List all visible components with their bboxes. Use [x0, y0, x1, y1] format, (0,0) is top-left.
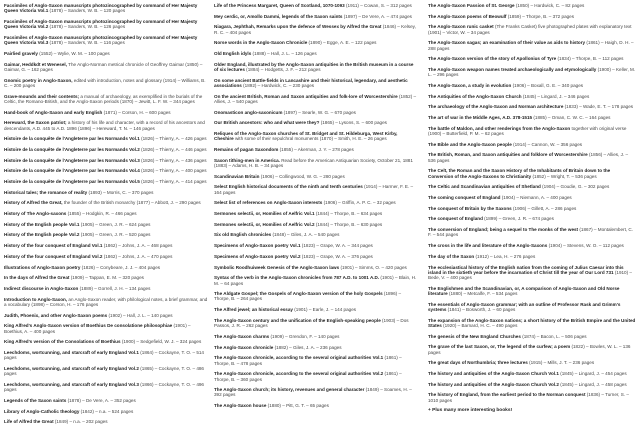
book-entry [4, 62, 209, 73]
book-details: (1904) – Goudie, G. – 302 pages [540, 184, 610, 190]
book-details: (1892) – Hardwick, C. – 230 pages [241, 83, 315, 89]
book-title: History of Alfred the Great, [4, 200, 63, 206]
book-entry [214, 403, 418, 408]
book-details: (1901) – Earle, J. – 144 pages [292, 307, 357, 313]
book-title: Pairlied gravely [4, 50, 38, 56]
book-title: The great days of Northumbria; three lectures [428, 360, 528, 366]
book-details: (1920) – Barnard, H. C. – 490 pages [441, 323, 518, 329]
book-entry [214, 51, 418, 56]
book-entry [214, 345, 418, 350]
book-title: The Aldgate Gospel; the Gospels of Anglo-Saxon version of the holy Gospels [214, 291, 383, 297]
book-entry [4, 19, 209, 30]
book-entry [214, 291, 418, 302]
book-entry [428, 206, 636, 211]
book-entry [428, 56, 636, 61]
book-title: Saxon tithing-men in America. [214, 157, 280, 163]
more-books-note: + Plus many more interesting books! [428, 408, 513, 414]
book-columns [4, 3, 636, 430]
book-entry [214, 254, 418, 259]
book-entry [4, 297, 209, 308]
book-entry [4, 382, 209, 393]
book-details: (1850) – Hardwick, C. – 82 pages [514, 3, 585, 8]
book-title: Leechdoms, wortcunning, and starcraft of early England Vol.2 [4, 365, 139, 371]
book-details: (1552) – Wylie, W. M. – 100 pages [37, 50, 110, 56]
book-title: The Celtic and Scandinavian antiquities of Shetland [428, 184, 541, 190]
book-entry [4, 323, 209, 334]
book-details: (1902) – Hall, J. L. – 140 pages [107, 312, 173, 318]
book-title: The genesis of the New England Churches [428, 333, 521, 339]
book-details: (1852) – Allies, J. – 540 pages [214, 93, 417, 104]
book-details: (1855) – Hodgkin, R. – 466 pages [66, 211, 137, 217]
book-details: (1880) – Metcalfe, F. – 534 pages [447, 291, 518, 297]
book-title: The cross in the life and literature of the Anglo-Saxons [428, 243, 548, 249]
book-title: Scandinavian Britain [214, 173, 260, 179]
book-title: Judith, Phoenix, and other Anglo-Saxon poems [4, 312, 108, 318]
book-entry [428, 94, 636, 99]
book-entry [214, 222, 418, 227]
book-entry [214, 211, 418, 216]
book-entry [4, 286, 209, 291]
book-title: Illustrations of Anglo-Saxon poetry [4, 264, 81, 270]
book-details: (1905) – Green, J. R. – 624 pages [79, 221, 151, 227]
book-details: (1904) – Niemann, A. – 400 pages [500, 195, 572, 201]
book-entry [214, 200, 418, 205]
book-details: (1826) – Thierry, A. – 436 pages [139, 157, 207, 163]
book-details: (1893) – Morris, C. – 370 pages [87, 189, 154, 195]
book-entry [214, 232, 418, 237]
book-title: Sermones selectii, or, Homilies of Aelfric Vol.1 [214, 211, 315, 217]
book-details: (1849) – n.a. – 202 pages [53, 419, 108, 425]
book-title: The history of England, from the earliest period to the Norman conquest [428, 392, 586, 398]
book-details: (1885) – Oman, C. W. C. – 164 pages [532, 115, 611, 121]
book-entry [428, 216, 636, 221]
book-title: The ecclesiastical history of the English nation from the coming of Julius Caesar into this island in the sixtieth year before the incarnation of Christ till the year of Our Lord 731 [428, 264, 624, 275]
book-details: (1823) – Grape, W. A. – 344 pages [300, 243, 373, 249]
book-title: The expansion of the Anglo-Saxon nations; a short history of the British Empire and the United States [428, 317, 636, 329]
book-title: Hand-book of Anglo-Saxon and early English [4, 109, 103, 115]
book-details: edited with introduction, notes and glossary (1914) – Williams, B. C. – 200 pages [4, 77, 206, 88]
book-entry [428, 3, 636, 8]
book-entry [428, 318, 636, 329]
book-entry [4, 275, 209, 280]
book-details: (1867) – Montalembert, C. F. – 544 pages [428, 227, 633, 238]
book-title: Facsimiles of Anglo-Saxon manuscripts photozincographed by command of Her Majesty Queen Victoria Vol.1 [4, 3, 198, 14]
book-entry [428, 83, 636, 88]
book-details: (1826) – Thierry, A. – 414 pages [139, 179, 207, 185]
book-entry [428, 334, 636, 339]
book-entry [428, 392, 636, 403]
book-details: (1862) – Johns, J. A. – 470 pages [102, 253, 173, 259]
book-details: the founder of the British monarchy (1877) – Abbott, J. – 290 pages [62, 200, 201, 206]
book-details: (1826) – Thierry, A. – 446 pages [139, 146, 207, 152]
book-title: Facsimiles of Anglo-Saxon manuscripts photozincographed by command of Her Majesty Queen Victoria Vol.3 [4, 34, 198, 46]
book-title: Our British ancestors: who and what were they? [214, 120, 320, 126]
book-title: History of the English people Vol.1 [4, 221, 80, 227]
book-details: (1900) – Sedgefield, W. J. – 324 pages [120, 339, 202, 345]
book-entry [428, 302, 636, 313]
book-details: (1866) – Cockayne, T. O. – 496 pages [4, 381, 204, 393]
book-entry [214, 184, 418, 195]
book-title: History of the four conquest of England Vol.1 [4, 243, 103, 249]
book-details: (1906) – Gillett, A. – 286 pages [511, 205, 577, 211]
book-title: Older England, illustrated by the Anglo-Saxon antiquities in the British museum in a course of six lectures [214, 61, 414, 73]
book-title: King Alfred's version of the Consolations of Boethius [4, 339, 121, 345]
book-title: The Anglo-Saxon church; its history, revenues and general character [214, 387, 365, 393]
book-entry [428, 344, 636, 355]
book-entry [4, 94, 209, 105]
book-title: The Anglo-Saxon century and the unification of the English-speaking people [214, 317, 381, 323]
book-title: Indirect discourse in Anglo-Saxon [4, 285, 79, 291]
book-title: Introduction to Anglo-Saxon, [4, 296, 68, 302]
book-entry [428, 104, 636, 109]
book-entry [428, 195, 636, 200]
book-title: The history and antiquities of the Anglo-Saxon Church Vol.1 [428, 371, 559, 377]
book-entry [214, 371, 418, 382]
book-details: (1865) – Lysons, S. – 600 pages [319, 120, 387, 126]
book-details: (1912) – Lea, H. – 276 pages [474, 253, 536, 259]
book-entry [428, 152, 636, 163]
book-title: Histoire de la conquête de l'Angleterre par les Normands Vol.1 [4, 136, 140, 142]
book-title: The conquest of England [428, 216, 483, 222]
book-entry [214, 3, 418, 8]
book-entry [4, 3, 209, 14]
book-entry [428, 14, 636, 19]
book-details: (1888) – Hall, J. L. – 126 pages [251, 51, 317, 57]
book-details: (1842) – n.a. – 524 pages [79, 408, 134, 414]
book-details: (1826) – Conybeare, J. J. – 404 pages [80, 264, 161, 270]
book-details: (1889) – Gorrell, J. H. – 134 pages [78, 285, 151, 291]
book-title: The Anglo-Saxon, a study in evolution [428, 83, 512, 89]
book-details: (1882) – Giles, J. A. – 236 pages [273, 344, 342, 350]
book-entry [214, 78, 418, 89]
book-entry [214, 120, 418, 125]
book-details: (1826) – Thierry, A. – 400 pages [139, 168, 207, 174]
book-title: Histoire de la conquête de l'Angleterre par les Normands Vol.4 [4, 168, 140, 174]
book-entry [428, 227, 636, 238]
book-title: Leechdoms, wortcunning, and starcraft of early England Vol.3 [4, 381, 139, 387]
book-details: (1862) – Johns, J. A. – 468 pages [102, 243, 173, 249]
book-details: a manual of archaeology, as exemplified in the burials of the Celtic, the Romano-British, and the Anglo-Saxon periods (1870) – Jewitt, L. F. W. – 344 pages [4, 93, 203, 104]
book-entry [4, 265, 209, 270]
book-entry [4, 243, 209, 248]
book-title: Specimens of Anglo-Saxon poetry Vol.2 [214, 253, 301, 259]
book-title: Library of Anglo-Catholic theology [4, 408, 80, 414]
book-details: (1833) – Wade, E. T. – 178 pages [563, 104, 634, 110]
book-title: Legends of the Saxon saints [4, 397, 67, 403]
book-entry [428, 168, 636, 179]
book-details: (1861) – Thorpe, B. – 360 pages [214, 371, 402, 382]
book-entry [4, 254, 209, 259]
book-title: Remains of pagan Saxondom [214, 147, 279, 153]
book-entry [214, 334, 418, 339]
book-entry [428, 265, 636, 281]
book-title: The Anglo-Saxon chronicle, according to the several original authorities Vol.1 [214, 355, 384, 361]
book-entry [214, 110, 418, 115]
book-details: (1848) – Giles, J. A. – 540 pages [271, 232, 340, 238]
book-title: Symbolic Roodhuiweek Genesis of the Anglo-Saxon laws [214, 264, 340, 270]
book-entry [4, 35, 209, 46]
book-details: (1841) – Bosworth, J. – 60 pages [446, 307, 516, 313]
book-entry [214, 243, 418, 248]
book-details: (1852) – Wright, T. – 536 pages [531, 173, 597, 179]
book-title: The Anglo-Saxon poems of Beowulf [428, 13, 507, 19]
book-title: The Anglo-Saxon version of the story of Apollonius of Tyre [428, 56, 557, 62]
book-details: (1906) – Boxall, G. E. – 340 pages [511, 83, 584, 89]
book-entry [214, 318, 418, 329]
book-title: Select list of references on Anglo-Saxon interests [214, 200, 323, 206]
book-title: The conquest of Britain by the Saxons [428, 205, 512, 211]
book-title: The conversion of England; being a sequel to The monks of the west [428, 227, 579, 233]
book-details: an Anglo-Saxon reader, with philological notes, a brief grammar, and a vocabulary (1898) – Corson, H. – 176 pages [4, 296, 208, 307]
book-details: a history of his life and character, with a record of his ancestors and descendants, A.D. 445 to A.D. 1896 (1896) – Hereward, T. N. – 146 pages [4, 120, 205, 131]
book-title: The Anglo-Saxon sagas; an examination of their value as aids to history [428, 40, 586, 46]
book-title: The coming conquest of England [428, 195, 501, 201]
book-details: (1897) – De Vere, A. – 474 pages [342, 13, 412, 19]
book-title: Gaimar, Heddkdt et Wenesel, [4, 61, 67, 67]
book-title: Old English idyls [214, 51, 252, 57]
book-title: Six old English chronicles [214, 232, 272, 238]
book-entry [4, 78, 209, 89]
book-title: The Anglo-Saxon chronicle [214, 344, 274, 350]
book-title: On some ancient Battle-fields in Lancashire and their historical, legendary, and aesthetic associations [214, 77, 408, 89]
book-entry [4, 147, 209, 152]
book-title: Syntax of the verb in the Anglo-Saxon chronicles from 787 A.D. to 1001 A.D. [214, 275, 380, 281]
book-details: (1845) – Lingard, J. – 458 pages [558, 381, 627, 387]
book-entry [4, 398, 209, 403]
book-entry [428, 371, 636, 376]
column-2 [214, 3, 428, 430]
book-details: (1901) – Boethius, A. – 400 pages [4, 323, 191, 334]
book-details: (1859) – Thorpe, B. – 372 pages [506, 13, 575, 19]
book-title: History of The Anglo-saxons [4, 211, 67, 217]
book-entry [4, 232, 209, 237]
book-details: Read before the American Antiquarian Society, October 21, 1881 (1883) – Adams, H. B. – 34 pages [214, 157, 413, 169]
book-entry [428, 40, 636, 51]
book-details: (1899) – Green, J. R. – 674 pages [482, 216, 554, 222]
book-title: Histoire de la conquête de l'Angleterre par les Normands Vol.5 [4, 179, 140, 185]
book-details: (1914) – Cannon, W. – 356 pages [511, 141, 583, 147]
book-entry [428, 360, 636, 365]
book-title: Histoire de la conquête de l'Angleterre par les Normands Vol.2 [4, 146, 140, 152]
book-title: The Anglo-Saxon weapon names treated archaeologically and etymologically [428, 67, 597, 73]
book-title: The essentials of Anglo-Saxon grammar; with an outline of Professor Rask and Grimm's systems [428, 301, 621, 313]
book-details: (1909) – Tappan, E. M. – 320 pages [69, 275, 144, 281]
book-details: (1845) – Lingard, J. – 346 pages [521, 93, 590, 99]
book-details: (1884) – Hodgetts, J. F. – 212 pages [244, 67, 321, 73]
book-details: (1856) – Allies, J. – 536 pages [428, 152, 629, 163]
book-entry [4, 168, 209, 173]
book-details: (1909) – Grendon, F. – 140 pages [269, 333, 340, 339]
book-details: (1903) – Dos Passos, J. R. – 262 pages [214, 317, 409, 329]
book-entry [214, 14, 418, 19]
book-title: The grave of the last Saxon, or, The legend of the curfew; a poem [428, 344, 571, 350]
book-entry [428, 24, 636, 35]
book-title: The Anglo-Saxon charms [214, 333, 270, 339]
book-title: The Bible and the Anglo-Saxon people [428, 141, 512, 147]
book-entry [428, 286, 636, 297]
book-title: Historical tales; the romance of reality [4, 189, 88, 195]
book-title: The Antiquities of the Anglo-Saxon Church [428, 93, 522, 99]
book-title: The British, Roman, and Saxon antiquities and folklore of Worcestershire [428, 152, 588, 158]
book-title: The battle of Maldon, and other renderings from the Anglo-Saxon [428, 125, 571, 131]
book-details: (1861) – Haigh, D. H. – 288 pages [428, 40, 634, 51]
book-details: (1906) – Collingwood, W. G. – 280 pages [259, 173, 345, 179]
book-details: (1915) – Mills, J. T. – 236 pages [527, 360, 595, 366]
book-details: (1880) – Pitt, G. T. – 65 pages [266, 403, 329, 409]
book-details: (1874) – Bacon, L. – 506 pages [520, 333, 587, 339]
book-title: Hereward, the Saxon patriot; [4, 120, 67, 126]
book-details: (1871) – Corson, H. – 600 pages [102, 109, 171, 115]
book-entry [428, 115, 636, 120]
book-entry [4, 51, 209, 56]
book-details: (1836) – Turner, S. – 1010 pages [428, 392, 629, 403]
book-entry [214, 355, 418, 366]
book-title: Niagara, Jephthah, Remarks upon the defence of Wessex by Alfred the Great [214, 24, 382, 30]
book-entry [4, 222, 209, 227]
book-details: (1878) – De Vere, A. – 352 pages [66, 397, 136, 403]
book-details: (1900) – Keller, M. L. – 296 pages [428, 67, 636, 78]
book-title: The Celt, the Roman and the Saxon History of the Inhabitants of Britain down to the Conversion of the Anglo-Saxons to Christianity [428, 168, 611, 179]
book-title: Life of Alfred the Great [4, 419, 54, 425]
book-title: The art of war in the Middle Ages, A.D. 378-1515 [428, 115, 533, 121]
book-entry [4, 200, 209, 205]
book-entry [428, 243, 636, 248]
book-details: together with original verse (1900) – Butterfield, P. M. – 62 pages [428, 125, 627, 137]
book-details: (1844) – Thorpe, B. – 634 pages [314, 211, 383, 217]
book-entry [214, 158, 418, 169]
book-title: The Anglo-Saxon chronicle, according to the several original authorities Vol.2 [214, 371, 384, 377]
book-entry [214, 40, 418, 45]
column-1 [4, 3, 214, 430]
book-details: (1846) – Kelsey, R. C. – 404 pages [214, 24, 416, 35]
book-details: (1845) – Lingard, J. – 454 pages [558, 371, 627, 377]
book-details: (1906) – Griffin, A. P. C. – 32 pages [322, 200, 396, 206]
book-entry [428, 382, 636, 387]
book-details: (1864) – Cockayne, T. O. – 514 pages [4, 349, 204, 361]
book-title: The Alfred jewel; an historical essay [214, 307, 293, 313]
book-entry [4, 158, 209, 163]
book-details: (1826) – Thierry, A. – 426 pages [139, 136, 207, 142]
book-details: (1897) – Searle, W. G. – 670 pages [282, 109, 356, 115]
book-details: (1834) – Thorpe, B. – 112 pages [556, 56, 624, 62]
book-title: Facsimiles of Anglo-Saxon manuscripts photozincographed by command of Her Majesty Queen Victoria Vol.2 [4, 18, 198, 30]
book-details: (1823) – Grape, W. A. – 376 pages [300, 253, 373, 259]
book-title: Leechdoms, wortcunning, and starcraft of early England Vol.1 [4, 349, 139, 355]
book-details: (1901) – Simms, O. – 420 pages [339, 264, 407, 270]
book-entry [4, 120, 209, 131]
book-title: Life of the Princess Margaret, Queen of Scotland, 1070-1093 [214, 3, 345, 8]
book-entry [428, 67, 636, 78]
column-3 [428, 3, 636, 430]
book-title: Norse words in the Anglo-Saxon Chronicle [214, 40, 308, 46]
book-entry [214, 94, 418, 105]
book-title: Mey cerdic, or, Amollo Dammi, legends of the Saxon saints [214, 13, 343, 19]
book-title: On the ancient British, Roman and Saxon antiquities and folk-lore of Worcestershire [214, 93, 398, 99]
book-details: (1855) – Akerman, J. Y. – 278 pages [278, 147, 354, 153]
book-title: The history and antiquities of the Anglo-Saxon Church Vol.2 [428, 381, 559, 387]
book-details: (1878) – Sanders, W. B. – 116 pages [48, 40, 125, 46]
book-details: (1849) – Soames, H. – 392 pages [214, 387, 412, 398]
book-details: (1905) – Green, J. R. – 520 pages [79, 232, 151, 238]
book-title: Histoire de la conquête de l'Angleterre par les Normands Vol.3 [4, 157, 140, 163]
book-details: (1896) – Thorpe, B. – 264 pages [214, 291, 402, 302]
book-title: Reliques of the Anglo-Saxon churches of St. Bridget and St. Hildeburga, West Kirby, Cheshire [214, 131, 398, 142]
book-entry [214, 62, 418, 73]
book-details: (1861) – Thorpe, B. – 478 pages [214, 355, 402, 366]
book-title: In the days of Alfred the Great [4, 275, 70, 281]
book-entry [4, 211, 209, 216]
book-entry [4, 339, 209, 344]
book-details: (1878) – Sanders, W. B. – 126 pages [48, 24, 126, 30]
book-details: The Anglo-Norman metrical chronicle of Geoffrey Gaimar (1850) – Gaimar, G. – 162 pages [4, 61, 203, 72]
book-entry [4, 190, 209, 195]
book-entry [4, 409, 209, 414]
book-title: The Anglo-Saxon Passion of St. George [428, 3, 515, 8]
book-details: (1911) – Cowan, S. – 312 pages [344, 3, 412, 8]
book-details: (1844) – Thorpe, B. – 630 pages [314, 221, 383, 227]
book-entry [214, 131, 418, 142]
book-entry [428, 254, 636, 259]
book-entry [4, 179, 209, 184]
book-entry [4, 313, 209, 318]
book-entry [4, 366, 209, 377]
book-entry [214, 265, 418, 270]
book-entry [4, 110, 209, 115]
book-details: (1901) – Blain, H. M. – 64 pages [214, 275, 417, 286]
book-details: (1890) – Egge, A. E. – 122 pages [307, 40, 377, 46]
book-entry [428, 142, 636, 147]
book-entry [4, 136, 209, 141]
book-title: The day of the Saxon [428, 253, 475, 259]
book-details: (1865) – Cockayne, T. O. – 486 pages [4, 365, 204, 377]
book-details: (1904) – Stevens, W. O. – 112 pages [547, 243, 624, 249]
book-entry [4, 350, 209, 361]
book-entry [428, 126, 636, 137]
book-details: (1914) – Harmer, F. E. – 164 pages [214, 184, 414, 195]
book-entry [4, 419, 209, 424]
book-title: King Alfred's Anglo-Saxon version of Boethius De consolatione philosophiae [4, 323, 173, 329]
book-entry [428, 184, 636, 189]
book-title: Grave-mounds and their contents; [4, 93, 80, 99]
book-title: History of the English people Vol.2 [4, 232, 80, 238]
book-details: (1878) – Sanders, W. B. – 120 pages [48, 8, 126, 14]
book-details: with some of their sepulchral monuments (1870) – Smith, H. E. – 26 pages [233, 136, 387, 142]
book-details: (The Franks Casket) five photographed plates with explanatory text (1901) – Victor, W. – 34 pages [428, 24, 632, 35]
book-details: (1822) – Bowles, W. L. – 136 pages [428, 344, 631, 355]
book-title: Select English historical documents of the ninth and tenth centuries [214, 184, 363, 190]
book-entry [214, 174, 418, 179]
book-title: History of the four conquest of England Vol.2 [4, 253, 103, 259]
book-entry [214, 307, 418, 312]
book-title: The Anglo-Saxon house [214, 403, 267, 409]
book-entry [214, 387, 418, 398]
book-title: The archaeology of the Anglo-Saxon and Norman architecture [428, 104, 564, 110]
book-entry [214, 275, 418, 286]
book-title: Onomasticon anglo-saxonicum [214, 109, 283, 115]
book-title: The Englishmen and the Scandinavian, or, A comparison of Anglo-Saxon and Old Norse literature [428, 285, 620, 297]
book-title: The Anglo-Saxon runic casket [428, 24, 494, 30]
book-entry [214, 24, 418, 35]
book-title: Specimens of Anglo-Saxon poetry Vol.1 [214, 243, 301, 249]
book-entry [214, 147, 418, 152]
book-details: (1910) – Bede, V. – 400 pages [428, 269, 632, 281]
book-title: Sermones selectii, or, Homilies of Aelfric Vol.2 [214, 221, 315, 227]
book-title: Gnomic poetry in Anglo-Saxon, [4, 77, 73, 83]
